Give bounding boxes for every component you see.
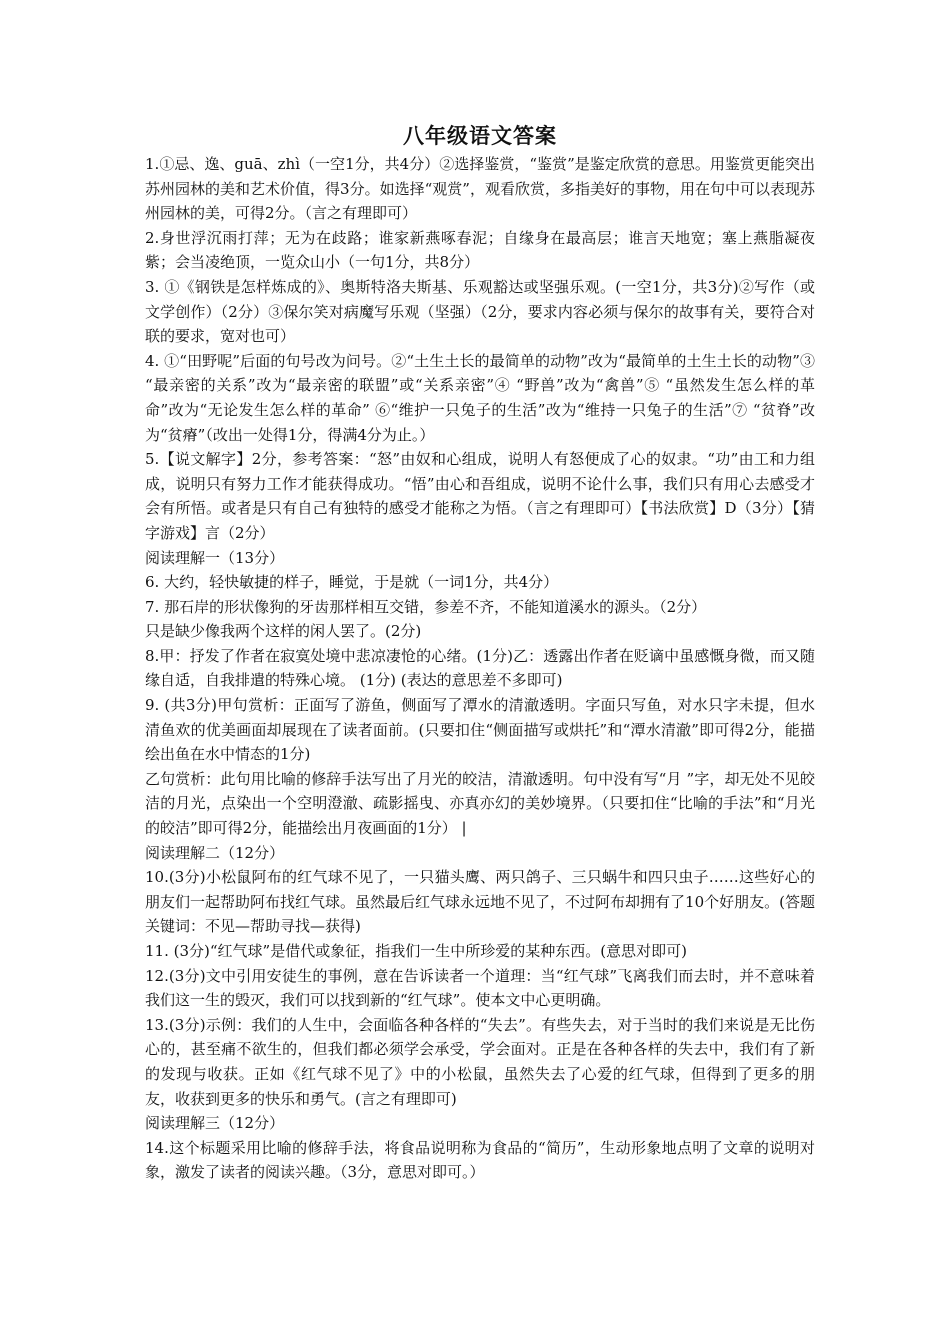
answer-paragraph-5: 5.【说文解字】2分，参考答案：“怒”由奴和心组成，说明人有怒便成了心的奴隶。“功”由工和力组成，说明只有努力工作才能获得成功。“悟”由心和吾组成，说明不论什么事，我们只有用心去感受才会有所悟。或者是只有自己有独特的感受才能称之为悟。（言之有理即可）【书法欣赏】D（3分）【猜字游戏】言（2分） bbox=[145, 450, 815, 542]
answer-paragraph-10: 10.(3分)小松鼠阿布的红气球不见了，一只猫头鹰、两只鸽子、三只蜗牛和四只虫子……这些好心的朋友们一起帮助阿布找红气球。虽然最后红气球永远地不见了，不过阿布却拥有了10个好朋友。(答题关键词：不见—帮助寻找—获得) bbox=[145, 868, 815, 936]
section-heading-reading-3: 阅读理解三（12分） bbox=[145, 1114, 285, 1133]
answer-paragraph-9: 9. (共3分)甲句赏析：正面写了游鱼，侧面写了潭水的清澈透明。字面只写鱼，对水只字未提，但水清鱼欢的优美画面却展现在了读者面前。(只要扣住“侧面描写或烘托”和“潭水清澈”即可得2分，能描绘出鱼在水中情态的1分) bbox=[145, 696, 815, 764]
section-heading-reading-1: 阅读理解一（13分） bbox=[145, 548, 285, 567]
answer-paragraph-9b: 乙句赏析：此句用比喻的修辞手法写出了月光的皎洁，清澈透明。句中没有写“月 ”字，却无处不见皎洁的月光，点染出一个空明澄澈、疏影摇曳、亦真亦幻的美妙境界。（只要扣住“比喻的手法”和“月光的皎洁”即可得2分，能描绘出月夜画面的1分） | bbox=[145, 769, 815, 838]
answer-paragraph-6: 6. 大约，轻快敏捷的样子，睡觉，于是就（一词1分，共4分） bbox=[145, 573, 559, 592]
section-heading-reading-2: 阅读理解二（12分） bbox=[145, 843, 285, 862]
answer-paragraph-7: 7. 那石岸的形状像狗的牙齿那样相互交错，参差不齐，不能知道溪水的源头。（2分） bbox=[145, 597, 707, 616]
answer-paragraph-13: 13.(3分)示例：我们的人生中，会面临各种各样的“失去”。有些失去，对于当时的我们来说是无比伤心的，甚至痛不欲生的，但我们都必须学会承受，学会面对。正是在各种各样的失去中，我们有了新的发现与收获。正如《红气球不见了》中的小松鼠，虽然失去了心爱的红气球，但得到了更多的朋友，收获到更多的快乐和勇气。(言之有理即可) bbox=[145, 1015, 815, 1108]
page-title: 八年级语文答案 bbox=[403, 123, 557, 148]
answer-paragraph-3: 3. ①《钢铁是怎样炼成的》、奥斯特洛夫斯基、乐观豁达或坚强乐观。(一空1分，共3分)②写作（或文学创作）（2分）③保尔笑对病魔写乐观（坚强）（2分，要求内容必须与保尔的故事有关，要符合对联的要求，宽对也可） bbox=[145, 277, 815, 346]
answer-paragraph-12: 12.(3分)文中引用安徒生的事例，意在告诉读者一个道理：当“红气球”飞离我们而去时，并不意味着我们这一生的毁灭，我们可以找到新的“红气球”。使本文中心更明确。 bbox=[145, 966, 815, 1010]
answer-sheet-page bbox=[145, 120, 815, 1185]
answer-paragraph-7b: 只是缺少像我两个这样的闲人罢了。(2分) bbox=[145, 622, 422, 641]
answer-body bbox=[145, 152, 815, 1185]
answer-paragraph-4: 4. ①“田野呢”后面的句号改为问号。②“土生土长的最简单的动物”改为“最简单的土生土长的动物”③ “最亲密的关系”改为“最亲密的联盟”或“关系亲密”④ “野兽”改为“禽兽”⑤ “虽然发生怎么样的革命”改为“无论发生怎么样的革命” ⑥“维护一只兔子的生活”改为“维持一只兔子的生活”⑦ “贫脊”改为“贫瘠”（改出一处得1分，得满4分为止。） bbox=[145, 351, 815, 444]
answer-paragraph-2: 2.身世浮沉雨打萍；无为在歧路；谁家新燕啄春泥；自缘身在最高层；谁言天地宽；塞上燕脂凝夜紫；会当凌绝顶，一览众山小（一句1分，共8分） bbox=[145, 228, 815, 272]
answer-paragraph-1: 1.①忌、逸、guā、zhì（一空1分，共4分）②选择鉴赏，“鉴赏”是鉴定欣赏的意思。用鉴赏更能突出苏州园林的美和艺术价值，得3分。如选择“观赏”，观看欣赏，多指美好的事物，用在句中可以表现苏州园林的美，可得2分。（言之有理即可） bbox=[145, 155, 815, 223]
answer-paragraph-8: 8.甲：抒发了作者在寂寞处境中悲凉凄怆的心绪。(1分)乙：透露出作者在贬谪中虽感慨身微，而又随缘自适，自我排遣的特殊心境。 (1分) (表达的意思差不多即可) bbox=[145, 646, 815, 690]
answer-paragraph-11: 11. (3分)“红气球”是借代或象征，指我们一生中所珍爱的某种东西。(意思对即可) bbox=[145, 942, 687, 960]
answer-paragraph-14: 14.这个标题采用比喻的修辞手法，将食品说明称为食品的“简历”，生动形象地点明了文章的说明对象，激发了读者的阅读兴趣。（3分，意思对即可。） bbox=[145, 1138, 815, 1182]
